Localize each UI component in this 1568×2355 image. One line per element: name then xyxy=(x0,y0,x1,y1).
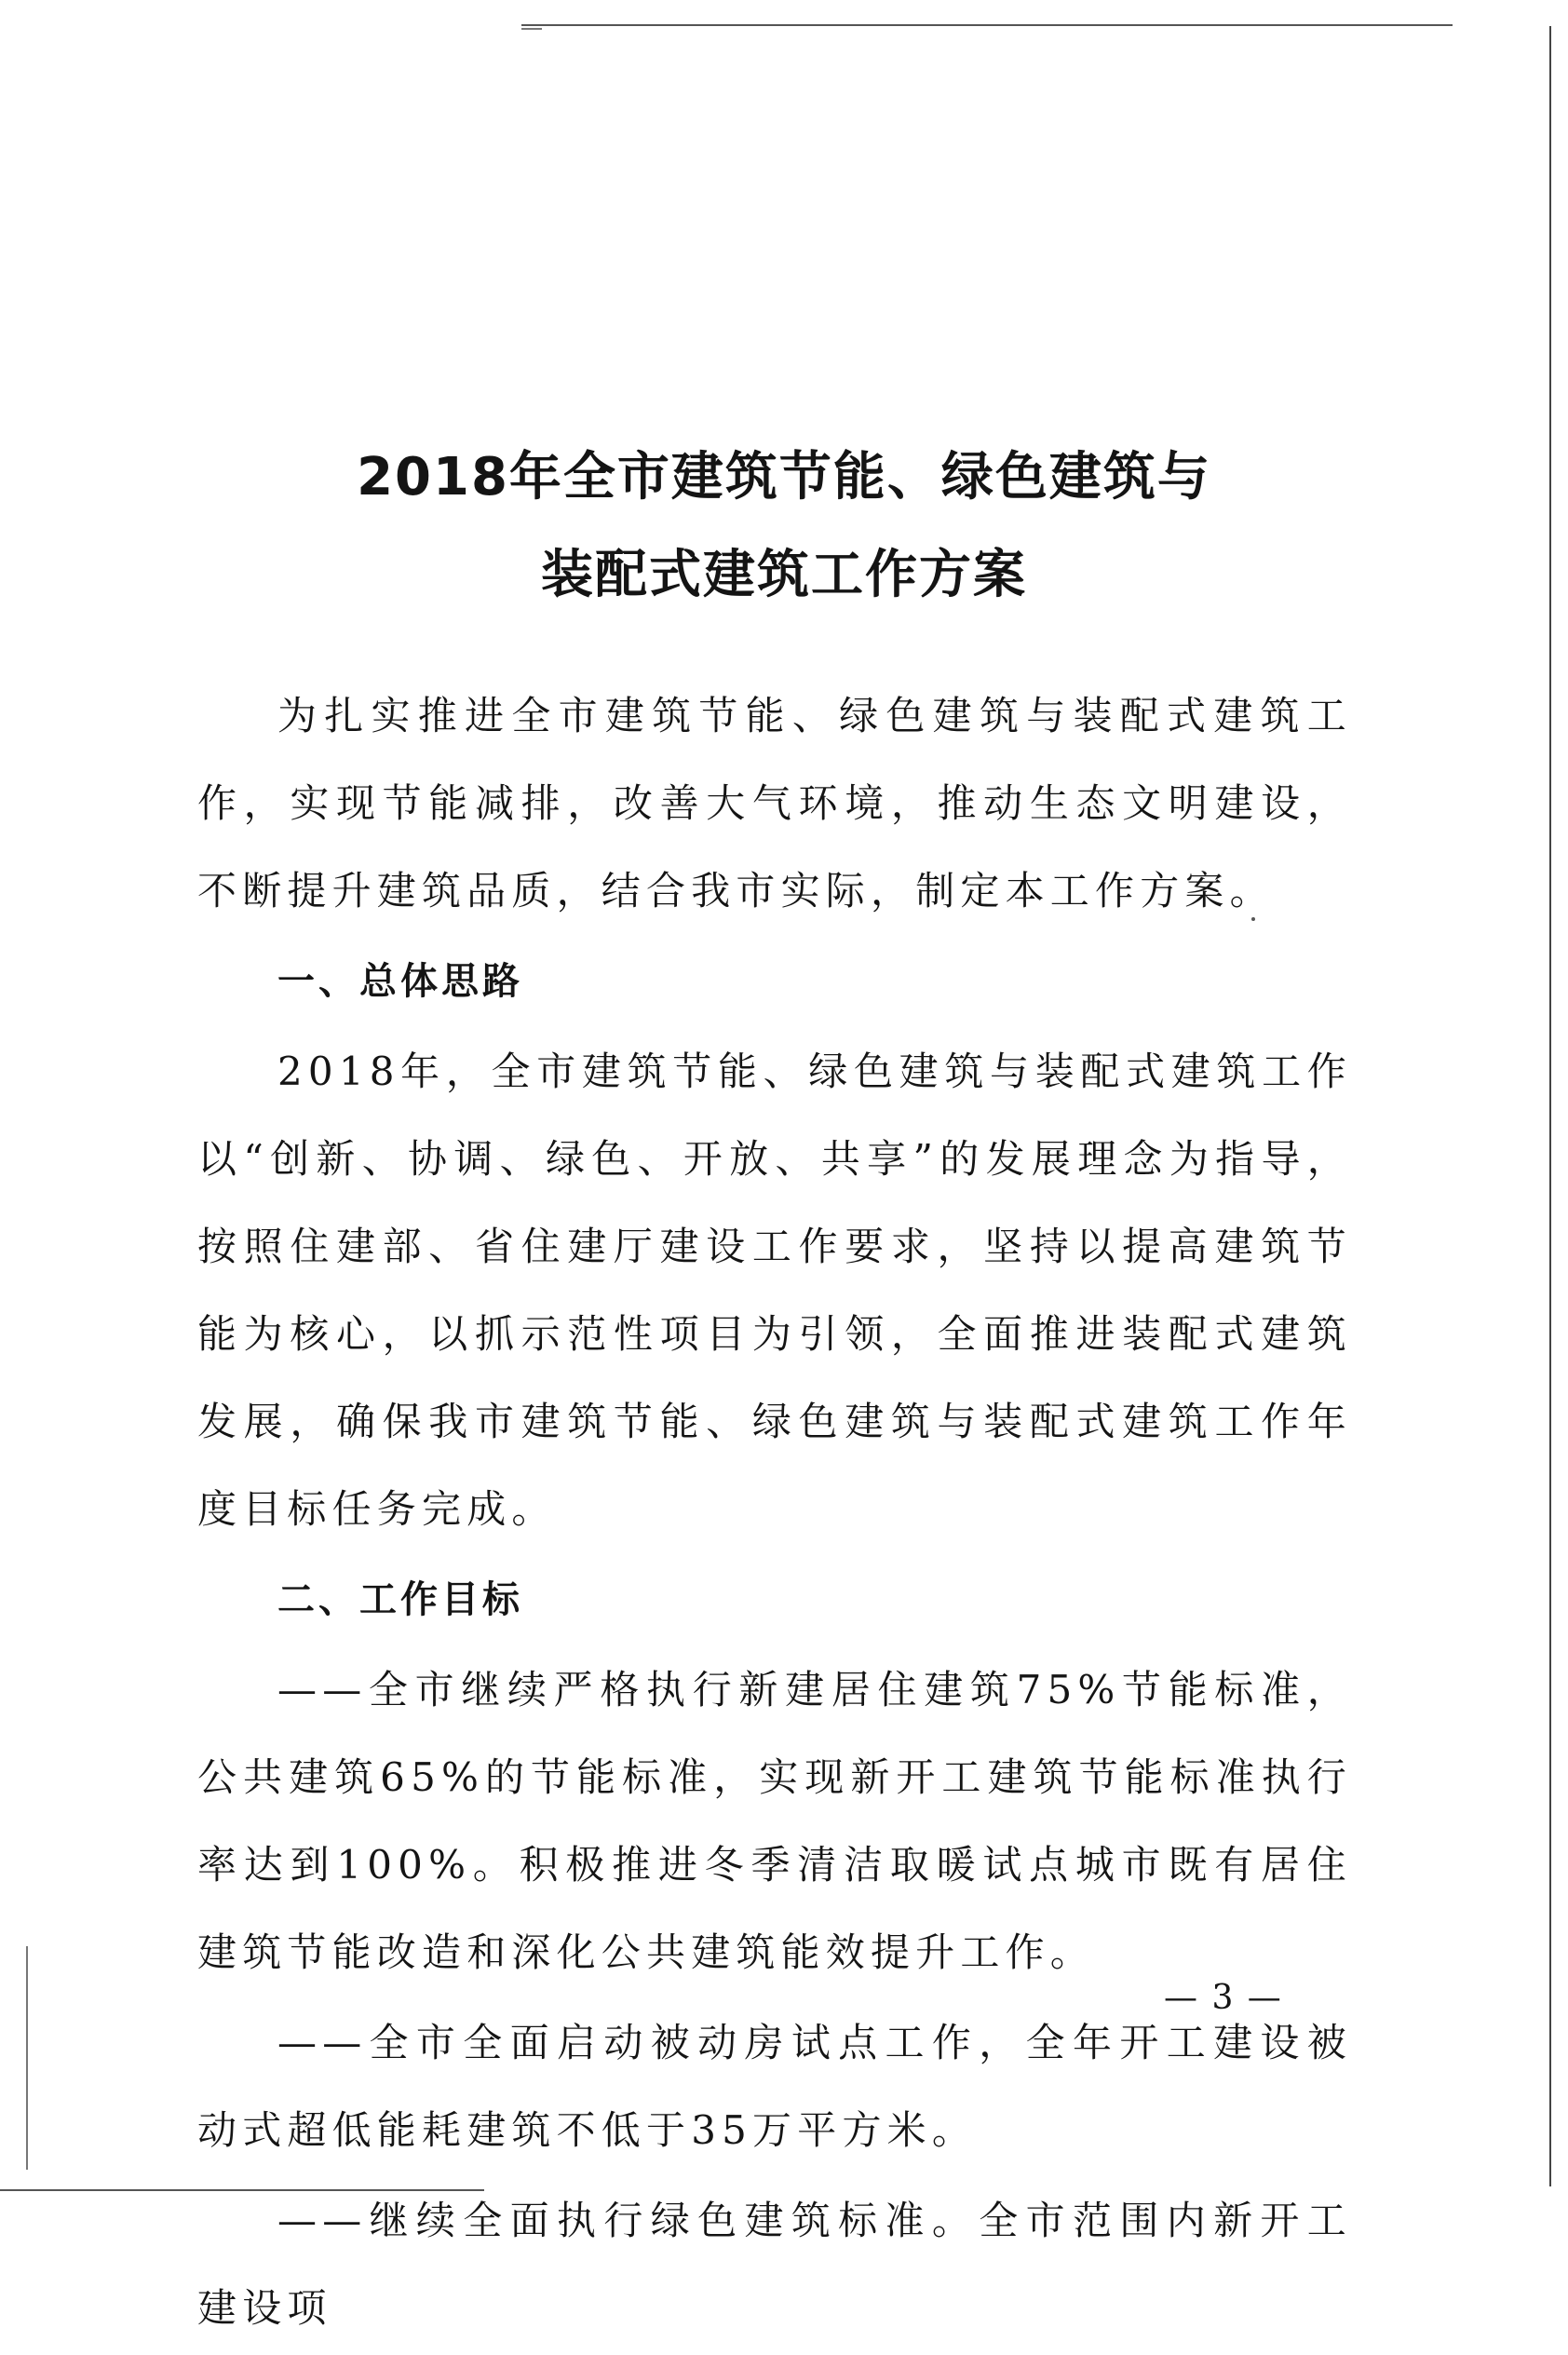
scan-edge-left xyxy=(26,1946,28,2170)
scan-edge-top xyxy=(521,24,1453,26)
section-2-heading: 二、工作目标 xyxy=(277,1578,523,1621)
document-body xyxy=(197,672,1352,2355)
scan-edge-top-mark xyxy=(521,28,542,30)
scan-edge-right xyxy=(1549,26,1551,2186)
section-1-heading: 一、总体思路 xyxy=(277,960,523,1003)
section-1-paragraph: 2018年，全市建筑节能、绿色建筑与装配式建筑工作以“创新、协调、绿色、开放、共享”的发展理念为指导，按照住建部、省住建厅建设工作要求，坚持以提高建筑节能为核心，以抓示范性项目为引领，全面推进装配式建筑发展，确保我市建筑节能、绿色建筑与装配式建筑工作年度目标任务完成。 xyxy=(197,1049,1352,1532)
section-2-item: ——全市全面启动被动房试点工作，全年开工建设被动式超低能耗建筑不低于35万平方米。 xyxy=(197,2020,1352,2153)
document-title-line-1: 2018年全市建筑节能、绿色建筑与 xyxy=(357,447,1211,508)
intro-paragraph: 为扎实推进全市建筑节能、绿色建筑与装配式建筑工作，实现节能减排，改善大气环境，推动生态文明建设，不断提升建筑品质，结合我市实际，制定本工作方案。 xyxy=(197,693,1352,914)
document-title-line-2: 装配式建筑工作方案 xyxy=(541,545,1027,605)
section-2-item: ——继续全面执行绿色建筑标准。全市范围内新开工建设项 xyxy=(197,2198,1352,2331)
section-2-item: ——全市继续严格执行新建居住建筑75%节能标准，公共建筑65%的节能标准，实现新开工建筑节能标准执行率达到100%。积极推进冬季清洁取暖试点城市既有居住建筑节能改造和深化公共建筑能效提升工作。 xyxy=(197,1667,1352,1975)
page-number: — 3 — xyxy=(1164,1979,1283,2017)
